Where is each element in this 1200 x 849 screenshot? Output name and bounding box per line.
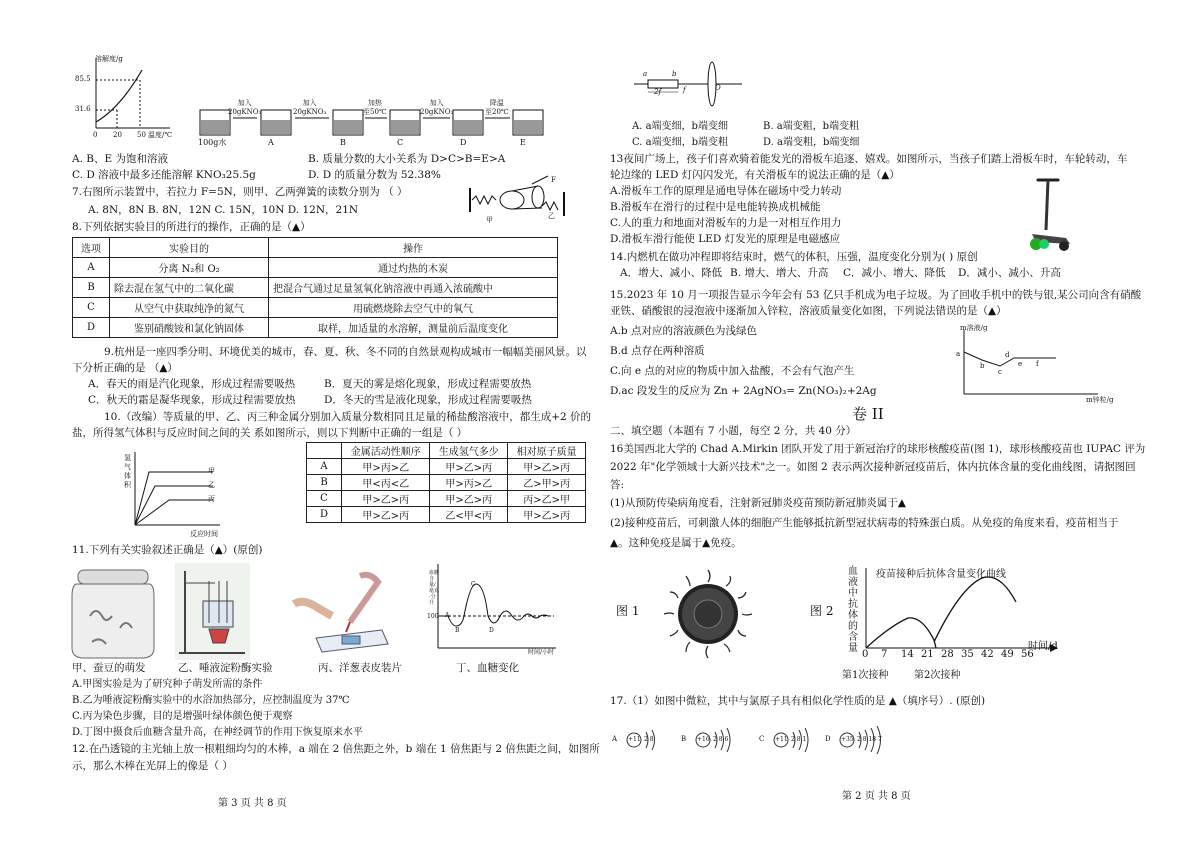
q11-graph-xlabel: 时间/小时: [528, 649, 555, 656]
q12-stem-1: 12.在凸透镜的主光轴上放一根粗细均匀的木棒，a 端在 2 倍焦距之外，b 端在 1 倍焦距与 2 倍焦距之间，如图所: [72, 743, 600, 755]
q16-sub-2b: ▲。这种免疫是属于▲免疫。: [610, 537, 742, 549]
atom-c-shells: 2 8 1: [791, 736, 807, 743]
q7-yi-label: 乙: [548, 212, 555, 220]
solubility-ytick-low: 31.6: [75, 105, 91, 113]
atom-diagrams: [612, 722, 1092, 758]
q14-option-c: C．减小、增大、降低: [843, 267, 946, 279]
q13-option-c: C.人的重力和地面对滑板车的力是一对相互作用力: [610, 217, 842, 229]
q6-option-b: B. 质量分数的大小关系为 D>C>B=E>A: [308, 153, 506, 165]
atom-b-nucleus: +16: [697, 736, 710, 743]
q13-option-b: B.滑板车在滑行的过程中是电能转换成机械能: [610, 201, 821, 213]
q8-stem: 8.下列依据实验目的所进行的操作，正确的是（▲）: [72, 221, 311, 233]
q11-water-bath-figure: [175, 563, 250, 660]
q8-row: C 从空气中获取纯净的氮气 用硫燃烧除去空气中的氧气: [73, 298, 558, 318]
q6-option-d: D. D 的质量分数为 52.38%: [308, 169, 441, 181]
q16-sub-2: (2)接种疫苗后，可刺激人体的细胞产生能够抵抗新型冠状病毒的特殊蛋白质。从免疫的角度来看，疫苗相当于: [610, 517, 1119, 529]
q7-jia-label: 甲: [486, 216, 493, 224]
antibody-xticks: 0 7 14 21 28 35 42 49 56: [862, 649, 1034, 660]
lens-label-f: f: [683, 86, 686, 94]
solubility-ylabel: 溶解度/g: [95, 55, 123, 63]
scooter-image: [1018, 172, 1078, 252]
q11-blood-sugar-graph: [426, 560, 566, 660]
atom-a-nucleus: +11: [628, 736, 641, 743]
q10-stem-2: 盐，所得氢气体积与反应时间之间的关 系如图所示，则以下判断中正确的一组是（ ）: [72, 427, 468, 439]
q11-option-d: D.丁图中摄食后血糖含量升高，在神经调节的作用下恢复原来水平: [72, 727, 363, 738]
q9-option-c: C．秋天的霜是凝华现象，形成过程需要放热: [88, 394, 296, 406]
solubility-graph: [70, 56, 200, 146]
q11-point-b: B: [455, 627, 460, 634]
q11-caption-jia: 甲、蚕豆的萌发: [72, 662, 146, 674]
atom-a-label: A: [612, 735, 618, 743]
q7-f-label: F: [551, 176, 556, 184]
q9-option-a: A．春天的雨是汽化现象，形成过程需要吸热: [88, 378, 296, 390]
q9-option-b: B．夏天的雾是熔化现象，形成过程需要放热: [324, 378, 532, 390]
atom-b-shells: 2 8 6: [713, 736, 729, 743]
q12-option-c: C. a端变细，b端变粗: [632, 137, 729, 148]
antibody-dose1: 第1次接种: [842, 670, 889, 681]
beaker-b: B: [340, 138, 346, 147]
solubility-xlabel: 温度/℃: [148, 131, 173, 139]
q12-option-a: A. a端变细，b端变细: [632, 121, 728, 132]
q14-option-b: B. 增大、增大、升高: [730, 267, 829, 279]
q15-point-b: b: [980, 362, 985, 370]
q12-option-b: B. a端变粗，b端变粗: [763, 121, 860, 132]
q10-series-jia: 甲: [208, 467, 215, 475]
q11-graph-ytick: 100: [427, 613, 439, 620]
q11-option-a: A.甲图实验是为了研究种子萌发所需的条件: [72, 679, 263, 690]
q15-stem-1: 15.2023 年 10 月一项报告显示今年会有 53 亿只手机成为电子垃圾。为了回收手机中的铁与银,某公司向含有硝酸: [610, 289, 1142, 301]
lens-label-2f: 2f: [654, 88, 662, 96]
q10-graph: [125, 450, 225, 530]
antibody-ylabel: 血液中抗体的含量: [848, 566, 858, 654]
q15-point-c: c: [998, 368, 1002, 376]
fig1-label: 图 1: [616, 604, 640, 618]
q11-option-b: B.乙为唾液淀粉酶实验中的水浴加热部分，应控制温度为 37℃: [72, 695, 350, 706]
vaccine-particle-image: [660, 566, 756, 662]
q11-option-c: C.丙为染色步骤，目的是增强叶绿体颜色便于观察: [72, 711, 293, 722]
section-title: 卷 II: [852, 405, 884, 423]
op-5: 降温 至20℃: [485, 99, 509, 116]
fill-in-heading: 二、填空题（本题有 7 小题，每空 2 分，共 40 分）: [610, 425, 857, 437]
atom-d-nucleus: +35: [841, 736, 854, 743]
beaker-c: C: [397, 138, 404, 147]
q10-row: A 甲>丙>乙 甲>乙>丙 甲>乙>丙: [307, 459, 586, 475]
q10-ylabel: 氢气体积: [124, 454, 131, 489]
q15-option-a: A.b 点对应的溶液颜色为浅绿色: [610, 325, 757, 337]
q12-option-d: D. a端变粗，b端变细: [763, 137, 860, 148]
op-4: 加入 20gKNO₃: [420, 99, 454, 116]
q15-ylabel: m溶液/g: [960, 324, 988, 332]
q11-slide-figure: [290, 570, 395, 655]
q15-option-d: D.ac 段发生的反应为 Zn + 2AgNO₃= Zn(NO₃)₂+2Ag: [610, 385, 877, 397]
solubility-ytick-high: 85.5: [75, 75, 91, 83]
q10-row: B 甲<丙<乙 甲>丙>乙 乙>甲>丙: [307, 475, 586, 491]
q8-table: [72, 237, 558, 338]
left-page-footer: 第 3 页 共 8 页: [218, 798, 287, 809]
antibody-xlabel: 时间/d: [1028, 641, 1058, 652]
q16-line-1: 16美国西北大学的 Chad A.Mirkin 团队开发了用于新冠治疗的球形核酸疫苗(图 1)，球形核酸疫苗也 IUPAC 评为: [610, 443, 1146, 455]
q6-option-a: A. B、E 为饱和溶液: [72, 153, 168, 165]
q10-stem-1: 10.（改编）等质量的甲、乙、丙三种金属分别加入质量分数相同且足量的稀盐酸溶液中，都生成+2 价的: [104, 411, 592, 423]
q7-stem: 7.右图所示装置中，若拉力 F=5N，则甲、乙两弹簧的读数分别为 （ ）: [72, 186, 408, 198]
q6-option-c: C. D 溶液中最多还能溶解 KNO₃25.5g: [72, 169, 256, 181]
op-3: 加热 至50℃: [363, 99, 387, 116]
q14-option-a: A．增大、减小、降低: [620, 267, 723, 279]
q10-row: D 甲>乙>丙 乙<甲<丙 甲>乙>丙: [307, 507, 586, 523]
q13-stem-1: 13夜间广场上，孩子们喜欢骑着能发光的滑板车追逐、嬉戏。如图所示，当孩子们踏上滑板车时，车轮转动，车: [610, 153, 1128, 165]
atom-d-label: D: [825, 735, 831, 743]
q11-caption-bing: 丙、洋葱表皮装片: [318, 662, 402, 674]
op-1: 加入 20gKNO₃: [228, 99, 262, 116]
q11-graph-ylabel: 血糖含量/毫克·分升: [429, 570, 440, 606]
q15-point-f: f: [1036, 360, 1039, 368]
q15-point-a: a: [956, 350, 961, 358]
solubility-xtick-0: 0: [93, 131, 98, 139]
atom-a-shells: 2 8: [644, 736, 654, 743]
beaker-e: E: [520, 138, 526, 147]
q8-row: A 分离 N₂和 O₂ 通过灼热的木炭: [73, 258, 558, 278]
q10-header-row: 金属活动性顺序 生成氢气多少 相对原子质量: [307, 443, 586, 459]
q7-options: A. 8N，8N B. 8N，12N C. 15N，10N D. 12N，21N: [88, 204, 359, 216]
lens-label-o: O: [715, 84, 721, 92]
q11-caption-yi: 乙、唾液淀粉酶实验: [178, 662, 273, 674]
q17-stem: 17.（1）如图中微粒，其中与氯原子具有相似化学性质的是 ▲（填序号）. (原创): [610, 695, 986, 707]
lens-figure: [634, 62, 744, 112]
q15-point-e: e: [1018, 360, 1023, 368]
q12-stem-2: 示，那么木棒在光屏上的像是（ ）: [72, 760, 233, 772]
q8-row: B 除去混在氢气中的二氧化碳 把混合气通过足量氢氧化钠溶液中再通入浓硫酸中: [73, 278, 558, 298]
q10-series-bing: 丙: [208, 495, 215, 503]
q16-line-3: 答:: [610, 479, 625, 491]
solubility-xtick-50: 50: [137, 131, 146, 139]
q9-stem-2: 下分析正确的是 （▲）: [72, 362, 178, 374]
beaker-start-label: 100g水: [198, 138, 227, 147]
atom-c-nucleus: +11: [775, 736, 788, 743]
q15-point-d: d: [1005, 351, 1010, 359]
q10-series-yi: 乙: [208, 481, 215, 489]
solubility-xtick-20: 20: [113, 131, 122, 139]
q11-stem: 11.下列有关实验叙述正确是（▲）(原创): [72, 544, 263, 556]
q16-sub-1: (1)从预防传染病角度看，注射新冠肺炎疫苗预防新冠肺炎属于▲: [610, 497, 906, 509]
q9-stem-1: 9.杭州是一座四季分明、环境优美的城市，春、夏、秋、冬不同的自然景观构成城市一幅幅美丽风景。以: [104, 346, 587, 358]
q11-point-a: A: [445, 612, 450, 619]
q11-jar-figure: [70, 566, 160, 660]
lens-label-b: b: [672, 70, 677, 78]
q13-stem-2: 轮边缘的 LED 灯闪闪发光，有关滑板车的说法正确的是（▲）: [610, 169, 900, 181]
atom-c-label: C: [759, 735, 765, 743]
fig2-label: 图 2: [810, 604, 834, 618]
antibody-dose2: 第2次接种: [914, 670, 961, 681]
q8-row: D 鉴别硝酸铵和氯化钠固体 取样，加适量的水溶解，测量前后温度变化: [73, 318, 558, 338]
atom-d-shells: 2 8 18 7: [857, 736, 882, 743]
q14-option-d: D．减小、减小、升高: [958, 267, 1061, 279]
q15-option-b: B.d 点存在两种溶质: [610, 345, 705, 357]
q9-option-d: D．冬天的雪是液化现象，形成过程需要吸热: [324, 394, 532, 406]
q10-row: C 甲>乙>丙 甲>乙>丙 丙>乙>甲: [307, 491, 586, 507]
q15-graph: [952, 328, 1102, 400]
q10-table: [306, 442, 586, 523]
q11-point-d: D: [489, 627, 494, 634]
q15-option-c: C.向 e 点的对应的物质中加入盐酸，不会有气泡产生: [610, 365, 855, 377]
q8-header-row: 选项 实验目的 操作: [73, 238, 558, 258]
q13-option-a: A.滑板车工作的原理是通电导体在磁场中受力转动: [610, 185, 842, 197]
atom-b-label: B: [681, 735, 687, 743]
q16-line-2: 2022 年"化学领域十大新兴技术"之一。如图 2 表示两次接种新冠疫苗后，体内抗体含量的变化曲线图，请据图回: [610, 461, 1136, 473]
op-2: 加入 20gKNO₃: [293, 99, 327, 116]
antibody-title: 疫苗接种后抗体含量变化曲线: [876, 569, 1006, 580]
beaker-a: A: [268, 138, 274, 147]
q11-caption-ding: 丁、血糖变化: [456, 662, 519, 674]
right-page-footer: 第 2 页 共 8 页: [842, 791, 911, 802]
q15-xlabel: m锌粒/g: [1086, 396, 1114, 404]
lens-label-a: a: [643, 70, 648, 78]
q14-stem: 14.内燃机在做功冲程即将结束时，燃气的体积，压强，温度变化分别为( ) 原创: [610, 251, 978, 263]
beaker-d: D: [460, 138, 467, 147]
q10-xlabel: 反应时间: [190, 530, 218, 538]
q11-point-c: C: [471, 581, 476, 588]
q13-option-d: D.滑板车滑行能使 LED 灯发光的原理是电磁感应: [610, 233, 841, 245]
q15-stem-2: 亚铁、硝酸银的浸泡液中逐渐加入锌粒，溶液质量变化如图，下列说法错误的是（▲）: [610, 305, 1007, 317]
